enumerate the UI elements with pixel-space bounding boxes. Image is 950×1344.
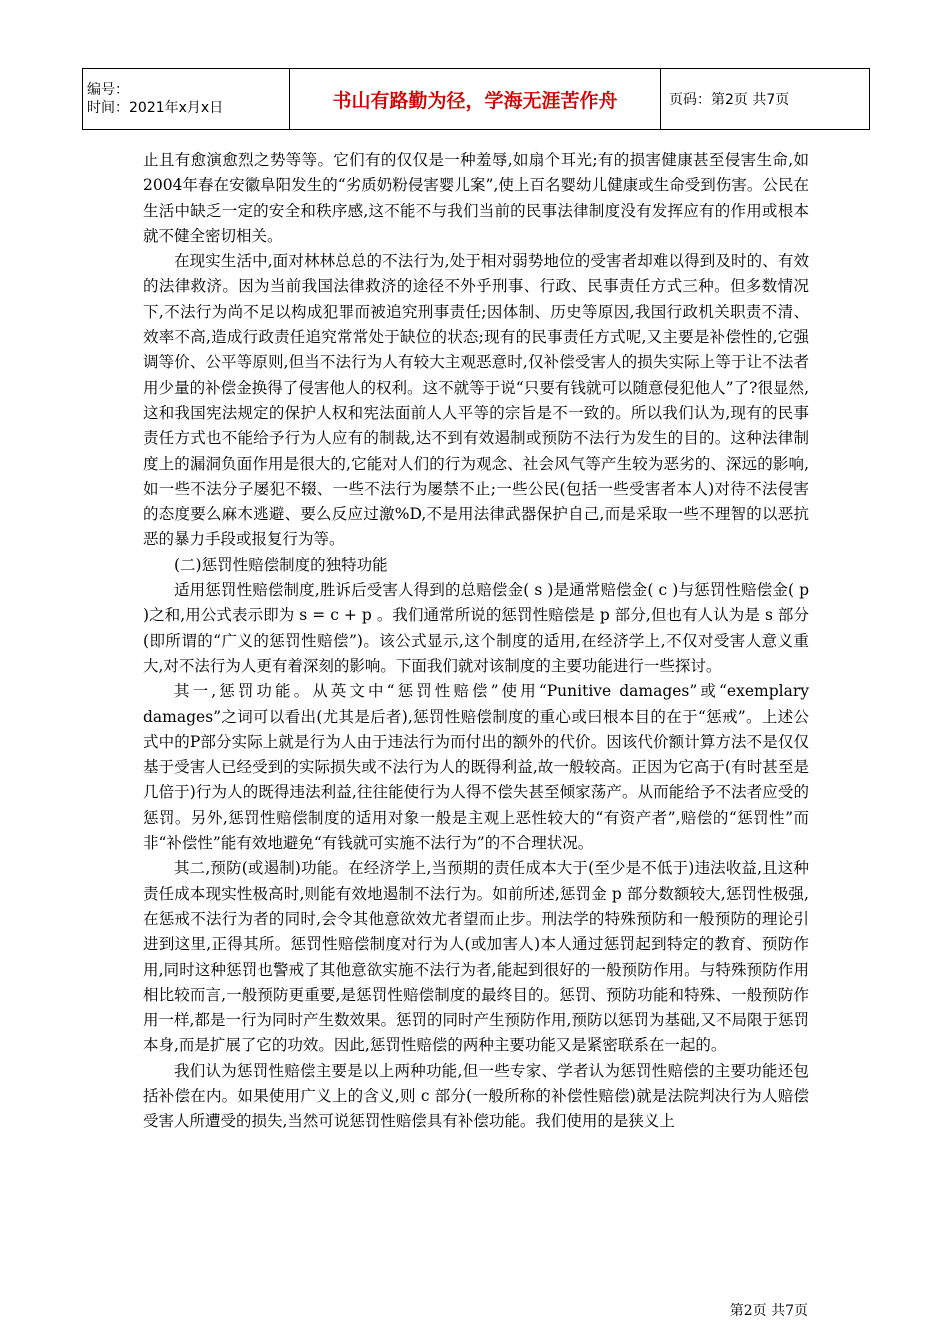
document-number-label: 编号： [87,82,129,98]
paragraph: 其一,惩罚功能。从英文中“惩罚性赔偿”使用“Punitive damages”或“exemplary damages”之词可以看出(尤其是后者),惩罚性赔偿制度的重心或曰根本目的在于“惩戒”。上述公式中的P部分实际上就是行为人由于违法行为而付出的额外的代价。因该代价额计算方法不是仅仅基于受害人已经受到的实际损失或不法行为人的既得利益,故一般较高。正因为它高于(有时甚至是几倍于)行为人的既得违法利益,往往能使行为人得不偿失甚至倾家荡产。从而能给予不法者应受的惩罚。另外,惩罚性赔偿制度的适用对象一般是主观上恶性较大的“有资产者”,赔偿的“惩罚性”而非“补偿性”能有效地避免“有钱就可实施不法行为”的不合理状况。 [143,682,809,853]
paragraph: 我们认为惩罚性赔偿主要是以上两种功能,但一些专家、学者认为惩罚性赔偿的主要功能还包括补偿在内。如果使用广义上的含义,则 c 部分(一般所称的补偿性赔偿)就是法院判决行为人赔偿受害人所遭受的损失,当然可说惩罚性赔偿具有补偿功能。我们使用的是狭义上 [143,1061,809,1131]
page-header [82,68,870,130]
header-page-number: 页码：第2页 共7页 [661,69,870,130]
document-time-label: 时间：2021年x月x日 [87,100,224,116]
header-meta-cell [83,69,290,130]
paragraph: 适用惩罚性赔偿制度,胜诉后受害人得到的总赔偿金( s )是通常赔偿金( c )与惩罚性赔偿金( p )之和,用公式表示即为 s = c + p 。我们通常所说的惩罚性赔偿是 p 部分,但也有人认为是 s 部分(即所谓的“广义的惩罚性赔偿”)。该公式显示,这个制度的适用,在经济学上,不仅对受害人意义重大,对不法行为人更有着深刻的影响。下面我们就对该制度的主要功能进行一些探讨。 [143,581,809,675]
header-motto: 书山有路勤为径，学海无涯苦作舟 [290,69,661,130]
paragraph: 在现实生活中,面对林林总总的不法行为,处于相对弱势地位的受害者却难以得到及时的、有效的法律救济。因为当前我国法律救济的途径不外乎刑事、行政、民事责任方式三种。但多数情况下,不法行为尚不足以构成犯罪而被追究刑事责任;因体制、历史等原因,我国行政机关职责不清、效率不高,造成行政责任追究常常处于缺位的状态;现有的民事责任方式呢,又主要是补偿性的,它强调等价、公平等原则,但当不法行为人有较大主观恶意时,仅补偿受害人的损失实际上等于让不法者用少量的补偿金换得了侵害他人的权利。这不就等于说“只要有钱就可以随意侵犯他人”了?很显然,这和我国宪法规定的保护人权和宪法面前人人平等的宗旨是不一致的。所以我们认为,现有的民事责任方式也不能给予行为人应有的制裁,达不到有效遏制或预防不法行为发生的目的。这种法律制度上的漏洞负面作用是很大的,它能对人们的行为观念、社会风气等产生较为恶劣的、深远的影响,如一些不法分子屡犯不辍、一些不法行为屡禁不止;一些公民(包括一些受害者本人)对待不法侵害的态度要么麻木逃避、要么反应过激%D,不是用法律武器保护自己,而是采取一些不理智的以恶抗恶的暴力手段或报复行为等。 [143,252,809,549]
document-body [143,148,809,1135]
section-heading: (二)惩罚性赔偿制度的独特功能 [174,555,388,574]
paragraph: 其二,预防(或遏制)功能。在经济学上,当预期的责任成本大于(至少是不低于)违法收益,且这种责任成本现实性极高时,则能有效地遏制不法行为。如前所述,惩罚金 p 部分数额较大,惩罚性极强,在惩戒不法行为者的同时,会令其他意欲效尤者望而止步。刑法学的特殊预防和一般预防的理论引进到这里,正得其所。惩罚性赔偿制度对行为人(或加害人)本人通过惩罚起到特定的教育、预防作用,同时这种惩罚也警戒了其他意欲实施不法行为者,能起到很好的一般预防作用。与特殊预防作用相比较而言,一般预防更重要,是惩罚性赔偿制度的最终目的。惩罚、预防功能和特殊、一般预防作用一样,都是一行为同时产生数效果。惩罚的同时产生预防作用,预防以惩罚为基础,又不局限于惩罚本身,而是扩展了它的功效。因此,惩罚性赔偿的两种主要功能又是紧密联系在一起的。 [143,859,809,1055]
page-footer: 第2页 共7页 [729,1303,808,1319]
paragraph: 止且有愈演愈烈之势等等。它们有的仅仅是一种羞辱,如扇个耳光;有的损害健康甚至侵害生命,如2004年春在安徽阜阳发生的“劣质奶粉侵害婴儿案”,使上百名婴幼儿健康或生命受到伤害。公民在生活中缺乏一定的安全和秩序感,这不能不与我们当前的民事法律制度没有发挥应有的作用或根本就不健全密切相关。 [143,151,809,245]
